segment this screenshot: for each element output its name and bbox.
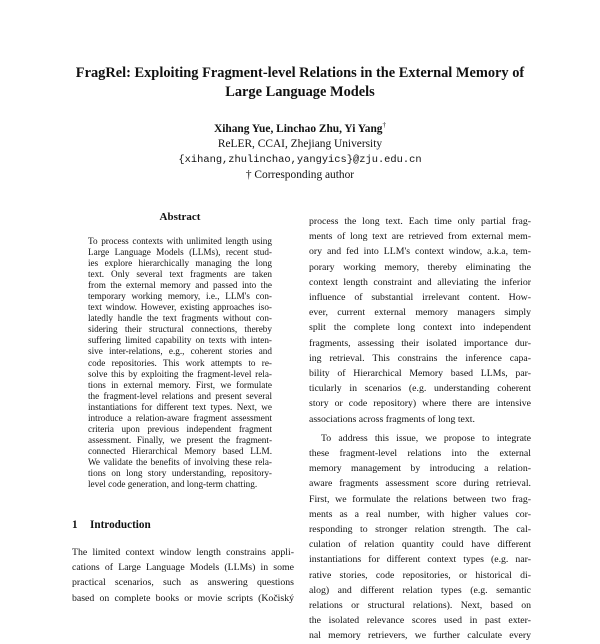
body-line: ticularly in scenarios (e.g. understanding coherent bbox=[309, 383, 531, 395]
abstract-line: suffering limited capability on texts with inten- bbox=[88, 335, 272, 346]
abstract-line: Large Language Models (LLMs), recent stud- bbox=[88, 247, 272, 258]
abstract-line: assessment. Finally, we present the fragment- bbox=[88, 434, 272, 445]
body-line: instantiations for different context types (e.g. nar- bbox=[309, 554, 531, 566]
body-line: First, we formulate the relations between two frag- bbox=[309, 493, 531, 505]
abstract-line: solve this by exploiting the fragment-level rela- bbox=[88, 368, 272, 379]
right-column bbox=[309, 214, 531, 644]
abstract-line: code repositories. This work attempts to re- bbox=[88, 357, 272, 368]
section-number: 1 bbox=[72, 519, 78, 531]
body-line: ory and fed into LLM's context window, a.k.a, tem- bbox=[309, 246, 531, 258]
body-line: aware fragments assessment score during retrieval. bbox=[309, 478, 531, 490]
abstract-line: level code generation, and long-term chatting. bbox=[88, 479, 258, 490]
body-line: the isolated relevance scores used in past exter- bbox=[309, 615, 531, 627]
body-line: rative stories, code repositories, or historical di- bbox=[309, 569, 531, 581]
body-line: split the complete long context into independent bbox=[309, 322, 531, 334]
author-email: {xihang,zhulinchao,yangyics}@zju.edu.cn bbox=[178, 153, 422, 166]
body-line: alog) and different relation types (e.g. semantic bbox=[309, 584, 531, 596]
section-title: Introduction bbox=[90, 519, 151, 531]
intro-line: The limited context window length constrains appli- bbox=[72, 547, 294, 558]
abstract-body bbox=[88, 236, 272, 490]
author-names bbox=[100, 118, 500, 137]
abstract-line: criteria upon previous independent fragment bbox=[88, 423, 272, 434]
abstract-line: temporary working memory, i.e., LLM's con- bbox=[88, 291, 272, 302]
body-line: ments of long text are retrieved from external mem- bbox=[309, 231, 531, 243]
intro-line: based on complete books or movie scripts (Kočiský bbox=[72, 592, 294, 604]
paper-title bbox=[50, 64, 550, 102]
author-block bbox=[100, 118, 500, 183]
abstract-line: instantiations for different text types. Next, we bbox=[88, 401, 272, 412]
body-line: bility of Hierarchical Memory based LLMs, par- bbox=[309, 368, 531, 380]
body-line: porary working memory, thereby eliminating the bbox=[309, 261, 531, 273]
abstract-line: To process contexts with unlimited length using bbox=[88, 236, 272, 246]
abstract-line: ies explore hierarchically managing the long bbox=[88, 258, 272, 269]
dagger-mark: † bbox=[382, 121, 386, 129]
abstract-line: introduce a relation-aware fragment assessment bbox=[88, 412, 272, 423]
body-line: influence of substantial irrelevant content. How- bbox=[309, 292, 531, 304]
body-line: ing retrieval. This constrains the inference capa- bbox=[309, 352, 531, 364]
author-list: Xihang Yue, Linchao Zhu, Yi Yang bbox=[214, 122, 383, 135]
abstract-line: tions in external memory. First, we formulate bbox=[88, 379, 272, 390]
body-line: these fragment-level relations into the external bbox=[309, 448, 531, 460]
corresponding-note: † Corresponding author bbox=[245, 169, 355, 182]
body-line: ever, current external memory managers simply bbox=[309, 307, 531, 319]
abstract-heading: Abstract bbox=[159, 211, 201, 223]
abstract-line: tions on long story understanding, repository- bbox=[88, 467, 272, 478]
abstract-line: latedly handle the text fragments without con- bbox=[88, 313, 272, 324]
abstract-line: We validate the benefits of involving these rela- bbox=[88, 456, 272, 467]
body-line: responding to stronger relation strength. The cal- bbox=[309, 524, 531, 536]
body-line: nal memory retrievers, we further calculate every bbox=[309, 630, 531, 642]
body-line: relations or structural relations). Next, based on bbox=[309, 600, 531, 612]
abstract-line: connected Hierarchical Memory based LLM. bbox=[88, 445, 272, 456]
body-line: fragments, assessing their isolated importance dur- bbox=[309, 337, 531, 349]
abstract-line: text. Only several text fragments are taken bbox=[88, 269, 272, 280]
body-line: context length constraint and alleviating the inferior bbox=[309, 276, 531, 288]
body-line: ments as a real number, with higher values cor- bbox=[309, 508, 531, 520]
body-line: process the long text. Each time only partial frag- bbox=[309, 216, 531, 227]
intro-body bbox=[72, 545, 294, 606]
intro-line: cations of Large Language Models (LLMs) in some bbox=[72, 562, 294, 574]
body-line: To address this issue, we propose to integrate bbox=[321, 432, 531, 444]
abstract-line: sive inter-relations, e.g., coherent stories and bbox=[88, 346, 272, 357]
abstract-line: the fragment-level relations and present several bbox=[88, 390, 272, 401]
affiliation: ReLER, CCAI, Zhejiang University bbox=[217, 138, 383, 151]
body-line: associations across fragments of long text. bbox=[309, 413, 475, 425]
body-line: culation of relation quantity could have different bbox=[309, 539, 531, 551]
title-line: Large Language Models bbox=[225, 84, 375, 100]
abstract-line: sidering their structural connections, thereby bbox=[88, 324, 272, 335]
section-heading bbox=[72, 519, 272, 531]
abstract-line: text window. However, existing approaches iso- bbox=[88, 302, 272, 313]
title-line: FragRel: Exploiting Fragment-level Relations in the External Memory of bbox=[75, 65, 525, 81]
intro-line: practical scenarios, such as answering questions bbox=[72, 577, 294, 589]
abstract-line: from the external memory and passed into the bbox=[88, 280, 272, 291]
body-line: memory management by introducing a relation- bbox=[309, 463, 531, 475]
body-line: story or code repository) where there are intensive bbox=[309, 398, 531, 410]
